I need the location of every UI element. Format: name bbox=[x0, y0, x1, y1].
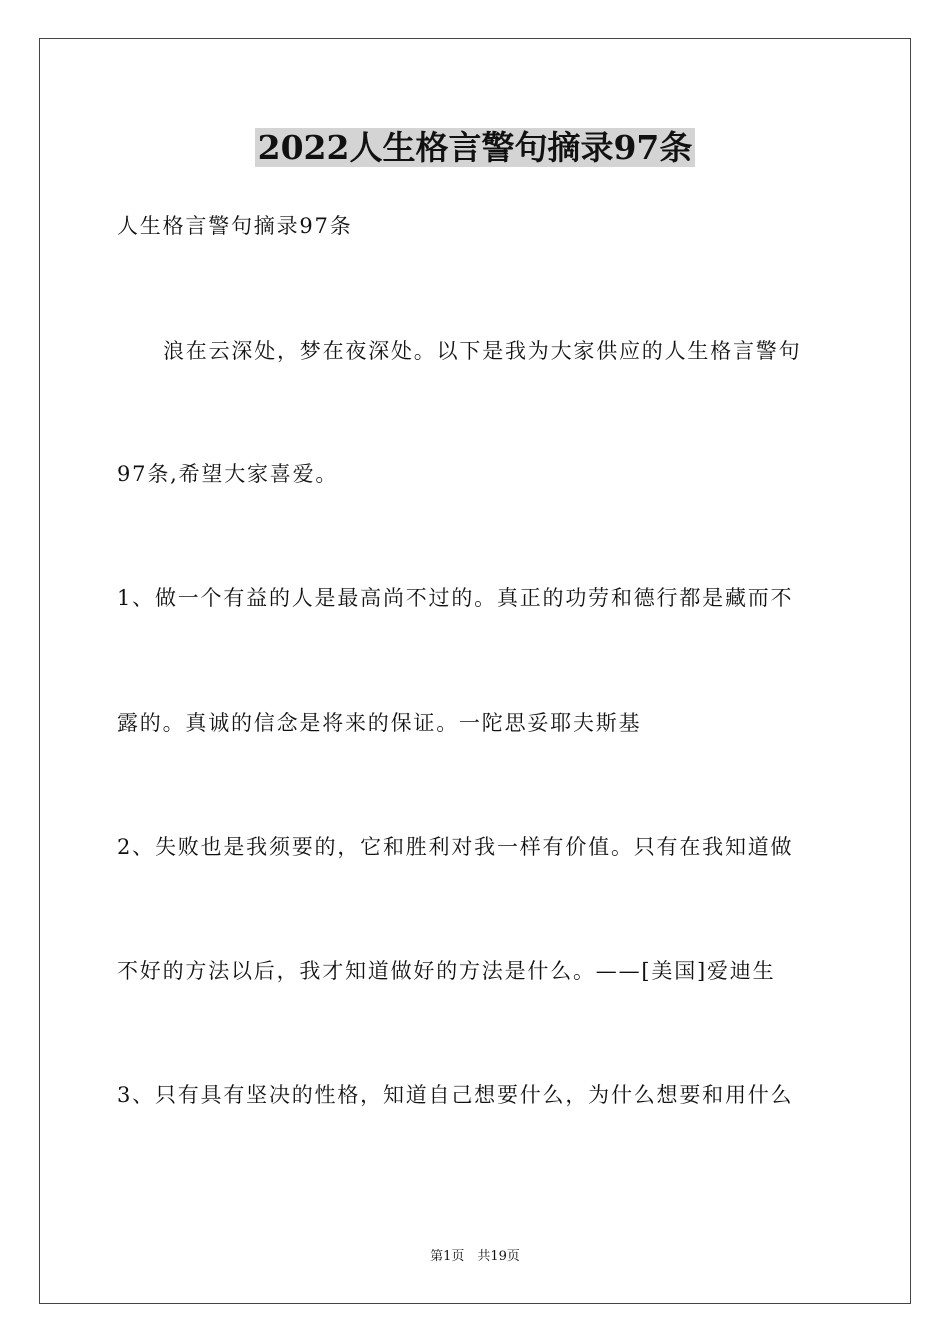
document-title-container bbox=[0, 128, 950, 168]
intro-line-2: 97条,希望大家喜爱。 bbox=[117, 462, 339, 486]
quote-2-line-2: 不好的方法以后，我才知道做好的方法是什么。——[美国]爱迪生 bbox=[117, 959, 776, 983]
quote-2-line-1: 2、失败也是我须要的，它和胜利对我一样有价值。只有在我知道做 bbox=[117, 835, 794, 859]
quote-3-line-1: 3、只有具有坚决的性格，知道自己想要什么，为什么想要和用什么 bbox=[117, 1083, 794, 1107]
intro-line-1: 浪在云深处，梦在夜深处。以下是我为大家供应的人生格言警句 bbox=[163, 339, 802, 363]
quote-1-line-2: 露的。真诚的信念是将来的保证。一陀思妥耶夫斯基 bbox=[117, 711, 642, 735]
quote-1-line-1: 1、做一个有益的人是最高尚不过的。真正的功劳和德行都是藏而不 bbox=[117, 586, 794, 610]
page-number: 第1页 共19页 bbox=[430, 1249, 520, 1264]
subtitle-line: 人生格言警句摘录97条 bbox=[117, 214, 353, 238]
document-title: 2022人生格言警句摘录97条 bbox=[255, 128, 696, 167]
